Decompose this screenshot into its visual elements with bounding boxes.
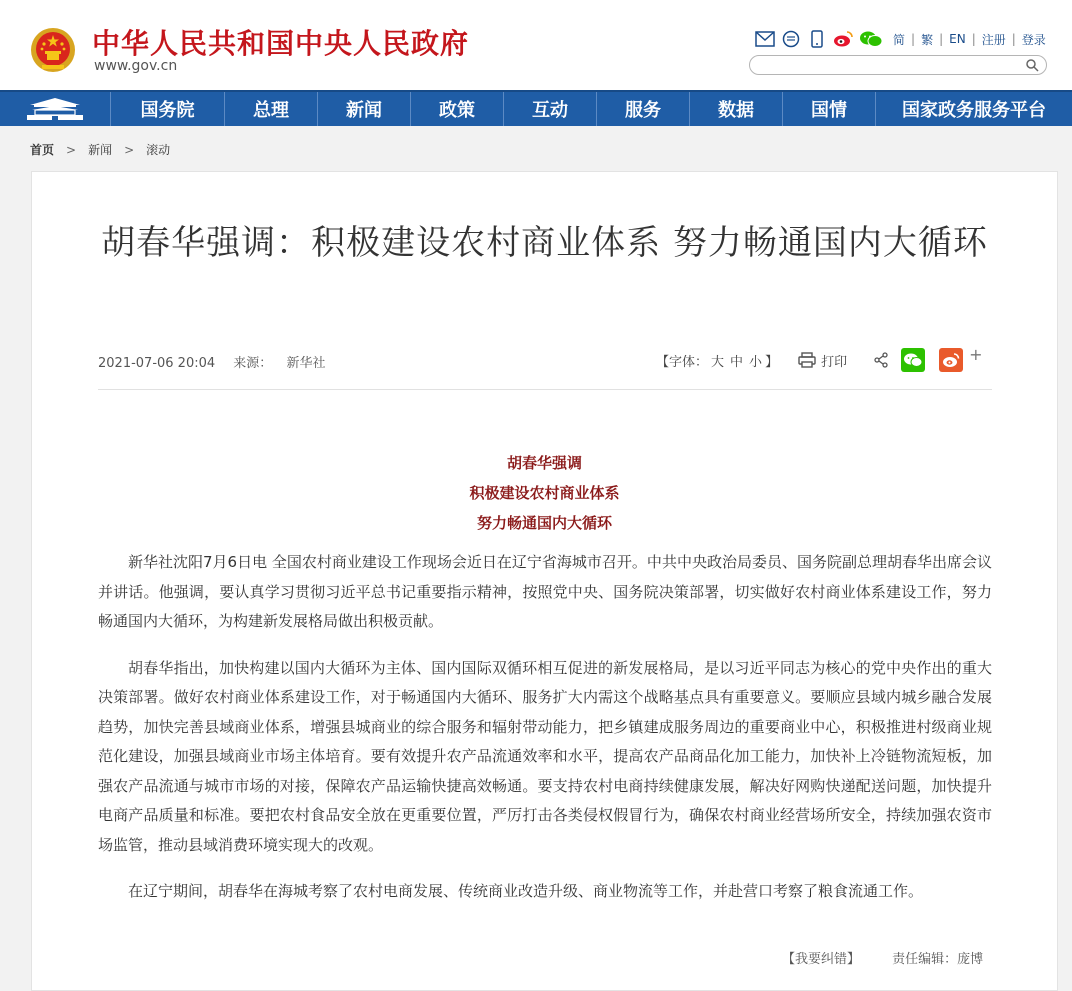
font-size-label: 【字体：	[656, 354, 709, 370]
mail-icon[interactable]	[755, 29, 775, 49]
wechat-icon[interactable]	[859, 29, 883, 49]
main-nav	[0, 90, 1072, 126]
link-separator: |	[1011, 32, 1016, 46]
nav-item-policy[interactable]: 政策	[410, 92, 503, 126]
share-icon[interactable]	[873, 352, 889, 368]
subheading: 努力畅通国内大循环	[476, 514, 612, 532]
register-link[interactable]: 注册	[981, 32, 1006, 47]
weibo-share-icon[interactable]	[939, 348, 963, 372]
article-container	[31, 171, 1058, 991]
tiananmen-icon	[24, 96, 86, 122]
meta-divider	[98, 389, 992, 390]
subheading: 积极建设农村商业体系	[469, 484, 620, 502]
article-tools	[656, 346, 983, 374]
article-title: 胡春华强调：积极建设农村商业体系 努力畅通国内大循环	[101, 223, 988, 263]
article-paragraph: 胡春华指出，加快构建以国内大循环为主体、国内国际双循环相互促进的新发展格局，是以习近平同志为核心的党中央作出的重大决策部署。做好农村商业体系建设工作，对于畅通国内大循环、服务扩大内需这个战略基点具有重要意义。要顺应县域内城乡融合发展趋势，加快完善县域商业体系，增强县城商业的综合服务和辐射带动能力，把乡镇建成服务周边的重要商业中心，积极推进村级商业规范化建设，加强县域商业市场主体培育。要有效提升农产品流通效率和水平，提高农产品商品化加工能力，加快补上冷链物流短板，加强农产品流通与城市市场的对接，保障农产品运输快捷高效畅通。要支持农村电商持续健康发展，解决好网购快递配送问题，加快提升电商产品质量和标准。要把农村食品安全放在更重要位置，严厉打击各类侵权假冒行为，确保农村商业经营场所安全，持续加强农资市场监管，推动县域消费环境实现大的改观。	[98, 658, 992, 854]
top-links	[755, 28, 1050, 50]
weibo-icon[interactable]	[833, 29, 853, 49]
simplified-chinese-link[interactable]: 简	[893, 32, 906, 47]
nav-item-news[interactable]: 新闻	[317, 92, 410, 126]
font-size-close: 】	[765, 354, 779, 370]
responsible-editor: 责任编辑：庞博	[892, 952, 984, 967]
more-share-icon[interactable]: +	[969, 344, 983, 364]
font-size-large[interactable]: 大	[711, 354, 725, 370]
nav-item-services[interactable]: 服务	[596, 92, 689, 126]
breadcrumb-news[interactable]: 新闻	[88, 143, 113, 157]
site-header	[0, 0, 1072, 90]
site-url[interactable]: www.gov.cn	[94, 58, 178, 74]
source-label: 来源：	[233, 356, 273, 371]
english-link[interactable]: EN	[949, 32, 966, 46]
article-meta	[98, 352, 325, 371]
search-input[interactable]	[760, 57, 1034, 77]
nav-item-state-council[interactable]: 国务院	[110, 92, 224, 126]
nav-home[interactable]	[0, 92, 110, 126]
publish-date: 2021-07-06 20:04	[98, 356, 216, 371]
link-separator: |	[911, 32, 916, 46]
traditional-chinese-link[interactable]: 繁	[921, 32, 934, 47]
chevron-right-icon: >	[66, 142, 77, 157]
print-button[interactable]	[798, 351, 847, 370]
breadcrumb-home[interactable]: 首页	[30, 143, 55, 157]
article-footer	[782, 948, 983, 967]
printer-icon	[798, 352, 816, 368]
font-size-medium[interactable]: 中	[730, 354, 744, 370]
article-subheadings	[32, 448, 1057, 538]
link-separator: |	[939, 32, 944, 46]
article-body	[98, 548, 992, 924]
article-paragraph: 新华社沈阳7月6日电 全国农村商业建设工作现场会近日在辽宁省海城市召开。中共中央政治局委员、国务院副总理胡春华出席会议并讲话。他强调，要认真学习贯彻习近平总书记重要指示精神，按照党中央、国务院决策部署，切实做好农村商业体系建设工作，努力畅通国内大循环，为构建新发展格局做出积极贡献。	[98, 553, 992, 630]
nav-item-interaction[interactable]: 互动	[503, 92, 596, 126]
subheading: 胡春华强调	[506, 454, 582, 472]
chevron-right-icon: >	[124, 142, 135, 157]
font-size-control	[656, 351, 778, 370]
nav-item-service-platform[interactable]: 国家政务服务平台	[875, 92, 1072, 126]
search-icon[interactable]	[1025, 58, 1039, 72]
report-error-link[interactable]: 【我要纠错】	[782, 952, 861, 967]
breadcrumb-rolling[interactable]: 滚动	[146, 143, 171, 157]
mobile-icon[interactable]	[807, 29, 827, 49]
nav-item-data[interactable]: 数据	[689, 92, 782, 126]
article-paragraph: 在辽宁期间，胡春华在海城考察了农村电商发展、传统商业改造升级、商业物流等工作，并赴营口考察了粮食流通工作。	[128, 882, 924, 900]
nav-item-premier[interactable]: 总理	[224, 92, 317, 126]
login-link[interactable]: 登录	[1021, 32, 1046, 47]
national-emblem-icon[interactable]	[30, 27, 76, 73]
chat-bubble-icon[interactable]	[781, 29, 801, 49]
link-separator: |	[971, 32, 976, 46]
search-box	[749, 55, 1047, 75]
nav-item-national-conditions[interactable]: 国情	[782, 92, 875, 126]
breadcrumb	[30, 141, 170, 158]
site-title[interactable]: 中华人民共和国中央人民政府	[92, 27, 470, 60]
source-name: 新华社	[286, 356, 326, 371]
print-label: 打印	[821, 354, 848, 370]
font-size-small[interactable]: 小	[749, 354, 763, 370]
wechat-share-icon[interactable]	[901, 348, 925, 372]
